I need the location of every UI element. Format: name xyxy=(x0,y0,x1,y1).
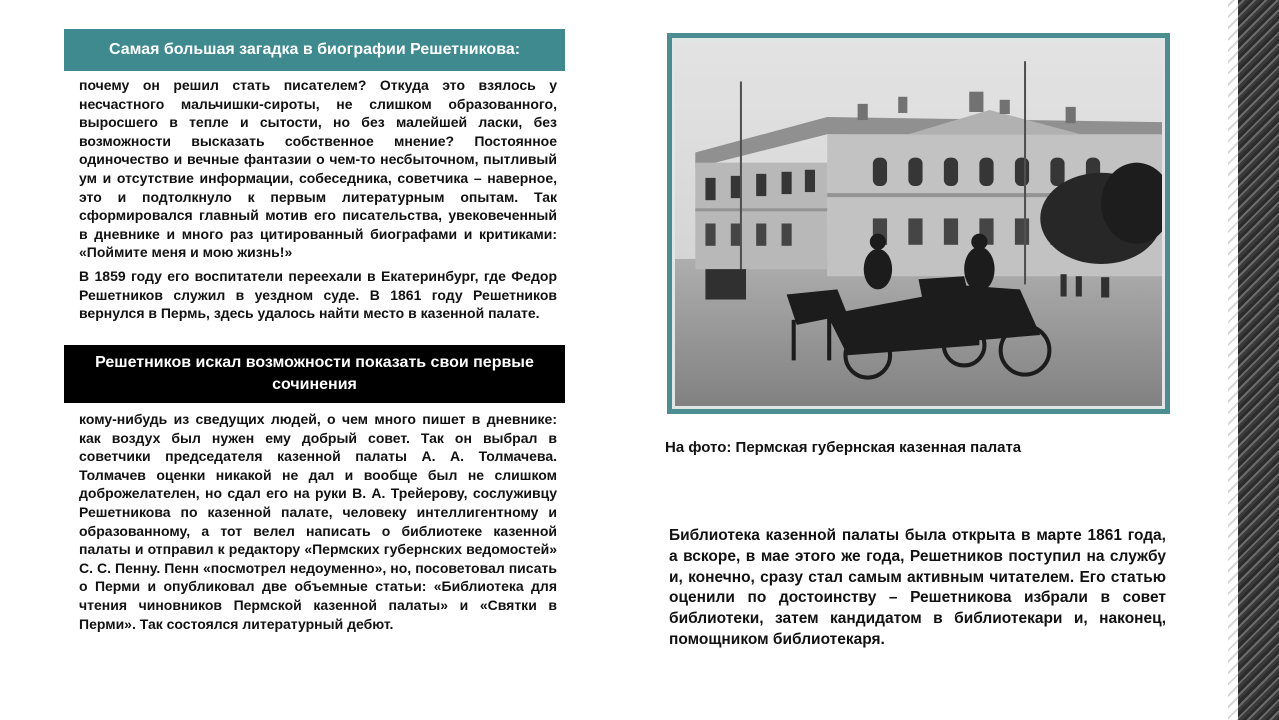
photo-caption: На фото: Пермская губернская казенная палата xyxy=(665,439,1022,456)
decorative-edge-dark xyxy=(1238,0,1279,720)
photo-frame xyxy=(667,33,1170,414)
section-header-first-works-text: Решетников искал возможности показать свои первые сочинения xyxy=(95,354,534,393)
photo-treasury-building xyxy=(672,38,1165,409)
photo-image xyxy=(675,41,1162,406)
section-header-mystery-text: Самая большая загадка в биографии Решетникова: xyxy=(108,41,521,58)
paragraph-mystery: почему он решил стать писателем? Откуда это взялось у несчастного мальчишки-сироты, не слишком образованного, выросшего в тепле и сытости, но без малейшей ласки, без возможности высказать собственное мнение? Постоянное одиночество и вечные фантазии о чем-то несбыточном, пытливый ум и отсутствие информации, собеседника, советчика – наверное, это и подтолкнуло к первым литературным опытам. Так сформировался главный мотив его писательства, увековеченный в дневнике и много раз цитированный биографами и критиками: «Поймите меня и мою жизнь!» xyxy=(79,77,557,261)
paragraph-library: Библиотека казенной палаты была открыта в марте 1861 года, а вскоре, в мае этого же года, Решетников поступил на службу и, конечно, сразу стал самым активным читателем. Его статью оценили по достоинству – Решетникова избрали в совет библиотеки, затем кандидатом в библиотекари и, наконец, помощником библиотекаря. xyxy=(669,527,1166,648)
paragraph-literary-debut: кому-нибудь из сведущих людей, о чем много пишет в дневнике: как воздух был нужен ему добрый совет. Так он выбрал в советчики председателя казенной палаты А. А. Толмачева. Толмачев оценки никакой не дал и вообще был не слишком доброжелателен, но сдал его на руки В. А. Трейерову, сослуживцу Решетникова по казенной палате, человеку интеллигентному и образованному, а тот велел написать о библиотеке казенной палаты и отправил к редактору «Пермских губернских ведомостей» С. С. Пенну. Пенн «посмотрел недоуменно», но, посоветовал писать о Перми и опубликовал две объемные статьи: «Библиотека для чтения чиновников Пермской казенной палаты» и «Святки в Перми». Так состоялся литературный дебют. xyxy=(79,411,557,632)
paragraph-ekaterinburg: В 1859 году его воспитатели переехали в Екатеринбург, где Федор Решетников служил в уездном суде. В 1861 году Решетников вернулся в Пермь, здесь удалось найти место в казенной палате. xyxy=(79,268,557,322)
section-header-mystery xyxy=(64,29,565,71)
section-header-first-works xyxy=(64,345,565,403)
